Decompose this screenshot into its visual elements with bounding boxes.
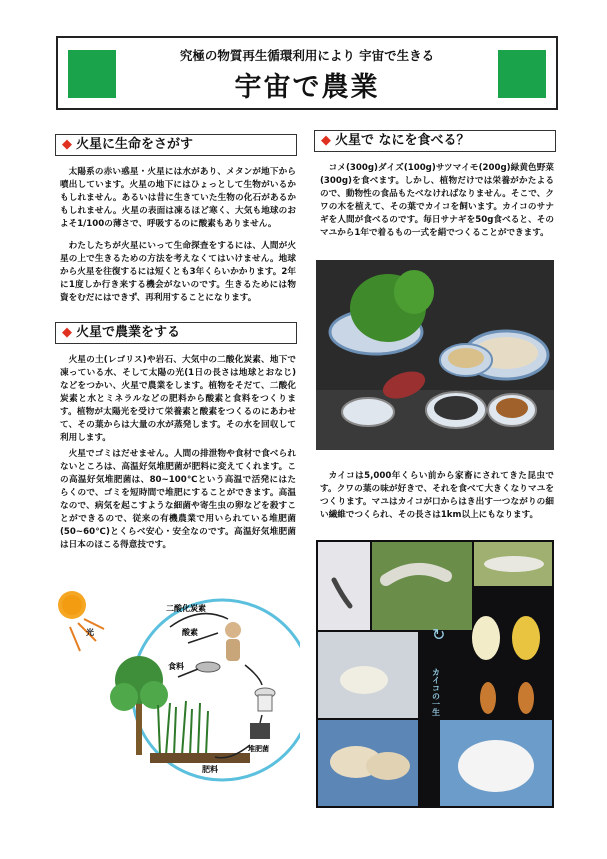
diamond-icon: ◆ [62, 325, 72, 340]
label-fertilizer: 肥料 [202, 765, 218, 774]
lifecycle-label: カイコの一生 [431, 668, 441, 716]
section-heading-life-text: 火星に生命をさがす [76, 137, 194, 152]
soybeans [448, 348, 484, 368]
diamond-icon: ◆ [321, 133, 331, 148]
farming-paragraph-2: 火星でゴミはだせません。人間の排泄物や食材で食べられないところは、高温好気堆肥菌が肥料に変えてくれます。この高温好気堆肥菌は、80~100℃という高温で活発にはたらくので、ゴミを短時間で堆肥にすることができます。高温なので、病気を起こすような細菌や寄生虫の卵などを殺すことができるので、従来の有機農業で用いられている堆肥菌(50~60℃)とくらべ安心・安全なのです。高温好気堆肥菌は日本のほこる得意技です。 [60, 449, 296, 550]
page-subtitle: 究極の物質再生循環利用により 宇宙で生きる [179, 48, 435, 63]
pupa [518, 682, 534, 714]
salt-bowl [342, 398, 394, 426]
section-heading-farming-text: 火星で農業をする [76, 325, 181, 340]
diamond-icon: ◆ [62, 137, 72, 152]
silkworm-lifecycle-photo [316, 540, 554, 808]
sun-icon [58, 591, 86, 619]
silkworm-larvae [434, 396, 478, 420]
label-light: 光 [86, 628, 94, 637]
spinach-leaf [394, 270, 434, 314]
person-icon [225, 622, 241, 661]
life-paragraph-1: 太陽系の赤い惑星・火星には水があり、メタンが地下から噴出しています。火星の地下にはひょっとして生物がいるかもしれません。あるいは昔に生きていた生物の化石があるかもしれません。火星の表面は凍るほど寒く、大気も地球のおよそ1/100の薄さで、呼吸するのに酸素もありません。 [60, 167, 296, 229]
cocoon-yellow [512, 616, 540, 660]
food-paragraph-2: カイコは5,000年くらい前から家畜にされてきた昆虫です。クワの葉の味が好きで、それを食べて大きくなりマユをつくります。マユはカイコが口からはき出す一つながりの細い繊維でつくられ、その長さは1km以上にもなります。 [320, 471, 554, 520]
cycle-up-arrow-icon: ↻ [432, 625, 446, 644]
light-arrow [70, 627, 80, 651]
young-larva-photo [318, 542, 370, 630]
label-food: 食料 [168, 662, 184, 671]
pupae [496, 398, 528, 418]
life-paragraph-2: わたしたちが火星にいって生命探査をするには、人間が火星の上で生きるための方法を考えなくてはいけません。地球から火星を往復するには短くとも3年くらいかかります。2年に1度しか行き来する機会がないのです。生きるためには物資をむだにはできず、再利用することになります。 [60, 241, 296, 303]
food-photo [316, 260, 554, 450]
recycling-diagram [50, 585, 300, 785]
section-heading-life [55, 134, 297, 156]
section-heading-food [314, 130, 556, 152]
title-banner [56, 36, 558, 110]
section-heading-farming [55, 322, 297, 344]
section-heading-food-text: 火星で なにを食べる？ [335, 133, 470, 148]
pupa [480, 682, 496, 714]
compost-box-icon [250, 723, 270, 739]
farming-paragraph-1: 火星の土(レゴリス)や岩石、大気中の二酸化炭素、地下で凍っている水、そして太陽の光(1日の長さは地球とおなじ)などをつかい、火星で農業をします。植物をそだて、二酸化炭素と水とミネラルなどの肥料から酸素と食料をつくります。植物が太陽光を受けて栄養素と酸素をつくるのにあわせて、その葉からは大量の水が蒸発します。その水を回収して利用します。 [60, 355, 296, 443]
toilet-icon [255, 688, 275, 711]
cocoon [472, 616, 500, 660]
label-compost: 堆肥菌 [248, 745, 269, 753]
page-title: 宇宙で農業 [234, 72, 380, 103]
label-oxygen: 酸素 [182, 628, 198, 637]
food-paragraph-1: コメ(300g)ダイズ(100g)サツマイモ(200g)緑黄色野菜(300g)を食べます。しかし、植物だけでは栄養がかたよるので、動物性の食品もたべなければなりません。そこで、クワの木を植えて、その葉でカイコを飼います。カイコのサナギを人間が食べるのです。毎日サナギを50g食べると、そのマユから1年で着るもの一式を絹でつくることができます。 [320, 163, 554, 238]
mulberry-leaf-photo [372, 542, 472, 630]
label-co2: 二酸化炭素 [166, 604, 206, 613]
food-bowl-icon [196, 662, 220, 672]
